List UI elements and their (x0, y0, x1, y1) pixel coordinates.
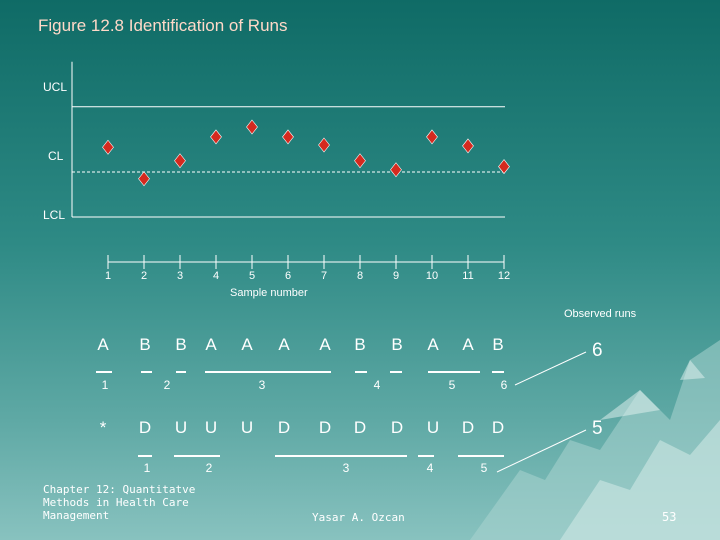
x-tick-label: 5 (248, 270, 256, 282)
run-number: 1 (143, 461, 151, 475)
run-letter: A (319, 335, 331, 354)
run-letter: D (390, 418, 404, 437)
data-point-10 (427, 130, 438, 144)
x-tick-label: 11 (462, 270, 474, 282)
ud-runs-total: 5 (592, 418, 603, 439)
run-number: 6 (500, 378, 508, 392)
run-letter: D (461, 418, 475, 437)
slide-title: Figure 12.8 Identification of Runs (38, 16, 288, 35)
observed-runs-label: Observed runs (564, 308, 637, 320)
x-tick-label: 8 (356, 270, 364, 282)
run-letter: D (277, 418, 291, 437)
x-axis-label: Sample number (230, 287, 308, 299)
run-letter: U (204, 418, 218, 437)
run-letter: U (174, 418, 188, 437)
data-point-8 (355, 154, 366, 168)
ab-total-pointer (515, 352, 586, 385)
run-letter: A (205, 335, 217, 354)
footer-left (43, 483, 195, 522)
run-number: 4 (426, 461, 434, 475)
data-point-3 (175, 154, 186, 168)
run-number: 2 (205, 461, 213, 475)
run-letter: U (426, 418, 440, 437)
data-point-9 (391, 163, 402, 177)
run-letter: D (138, 418, 152, 437)
run-letter: B (175, 335, 187, 354)
run-letter: D (318, 418, 332, 437)
run-letter: B (139, 335, 151, 354)
lcl-label: LCL (43, 208, 66, 222)
run-letter: A (241, 335, 253, 354)
run-letter: D (353, 418, 367, 437)
x-tick-label: 7 (320, 270, 328, 282)
data-point-2 (139, 172, 150, 186)
ucl-label: UCL (43, 80, 68, 94)
ab-runs-total: 6 (592, 340, 603, 361)
run-letter: D (491, 418, 505, 437)
x-tick-label: 9 (392, 270, 400, 282)
run-letter: * (99, 418, 107, 437)
run-letter: U (240, 418, 254, 437)
run-letter: A (462, 335, 474, 354)
run-letter: A (278, 335, 290, 354)
run-number: 2 (163, 378, 171, 392)
data-point-11 (463, 139, 474, 153)
run-letter: A (97, 335, 109, 354)
run-number: 3 (258, 378, 266, 392)
run-letter: B (492, 335, 504, 354)
footer-line-1: Chapter 12: Quantitatve (43, 483, 196, 496)
x-tick-label: 4 (212, 270, 220, 282)
data-point-4 (211, 130, 222, 144)
x-tick-label: 12 (497, 270, 511, 282)
data-point-7 (319, 138, 330, 152)
run-letter: A (427, 335, 439, 354)
footer-line-3: Management (43, 509, 110, 522)
footer-author: Yasar A. Ozcan (312, 511, 405, 524)
run-letter: B (354, 335, 366, 354)
x-tick-label: 10 (425, 270, 439, 282)
run-number: 5 (448, 378, 456, 392)
x-tick-label: 1 (104, 270, 112, 282)
x-tick-label: 6 (284, 270, 292, 282)
ud-total-pointer (497, 430, 586, 472)
data-point-12 (499, 160, 510, 174)
run-number: 3 (342, 461, 350, 475)
data-point-6 (283, 130, 294, 144)
x-tick-label: 3 (176, 270, 184, 282)
footer-line-2: Methods in Health Care (43, 496, 189, 509)
data-point-5 (247, 120, 258, 134)
page-number: 53 (662, 510, 677, 524)
run-number: 4 (373, 378, 381, 392)
run-letter: B (391, 335, 403, 354)
run-number: 1 (101, 378, 109, 392)
run-number: 5 (480, 461, 488, 475)
x-tick-label: 2 (140, 270, 148, 282)
data-point-1 (103, 140, 114, 154)
cl-label: CL (48, 149, 64, 163)
